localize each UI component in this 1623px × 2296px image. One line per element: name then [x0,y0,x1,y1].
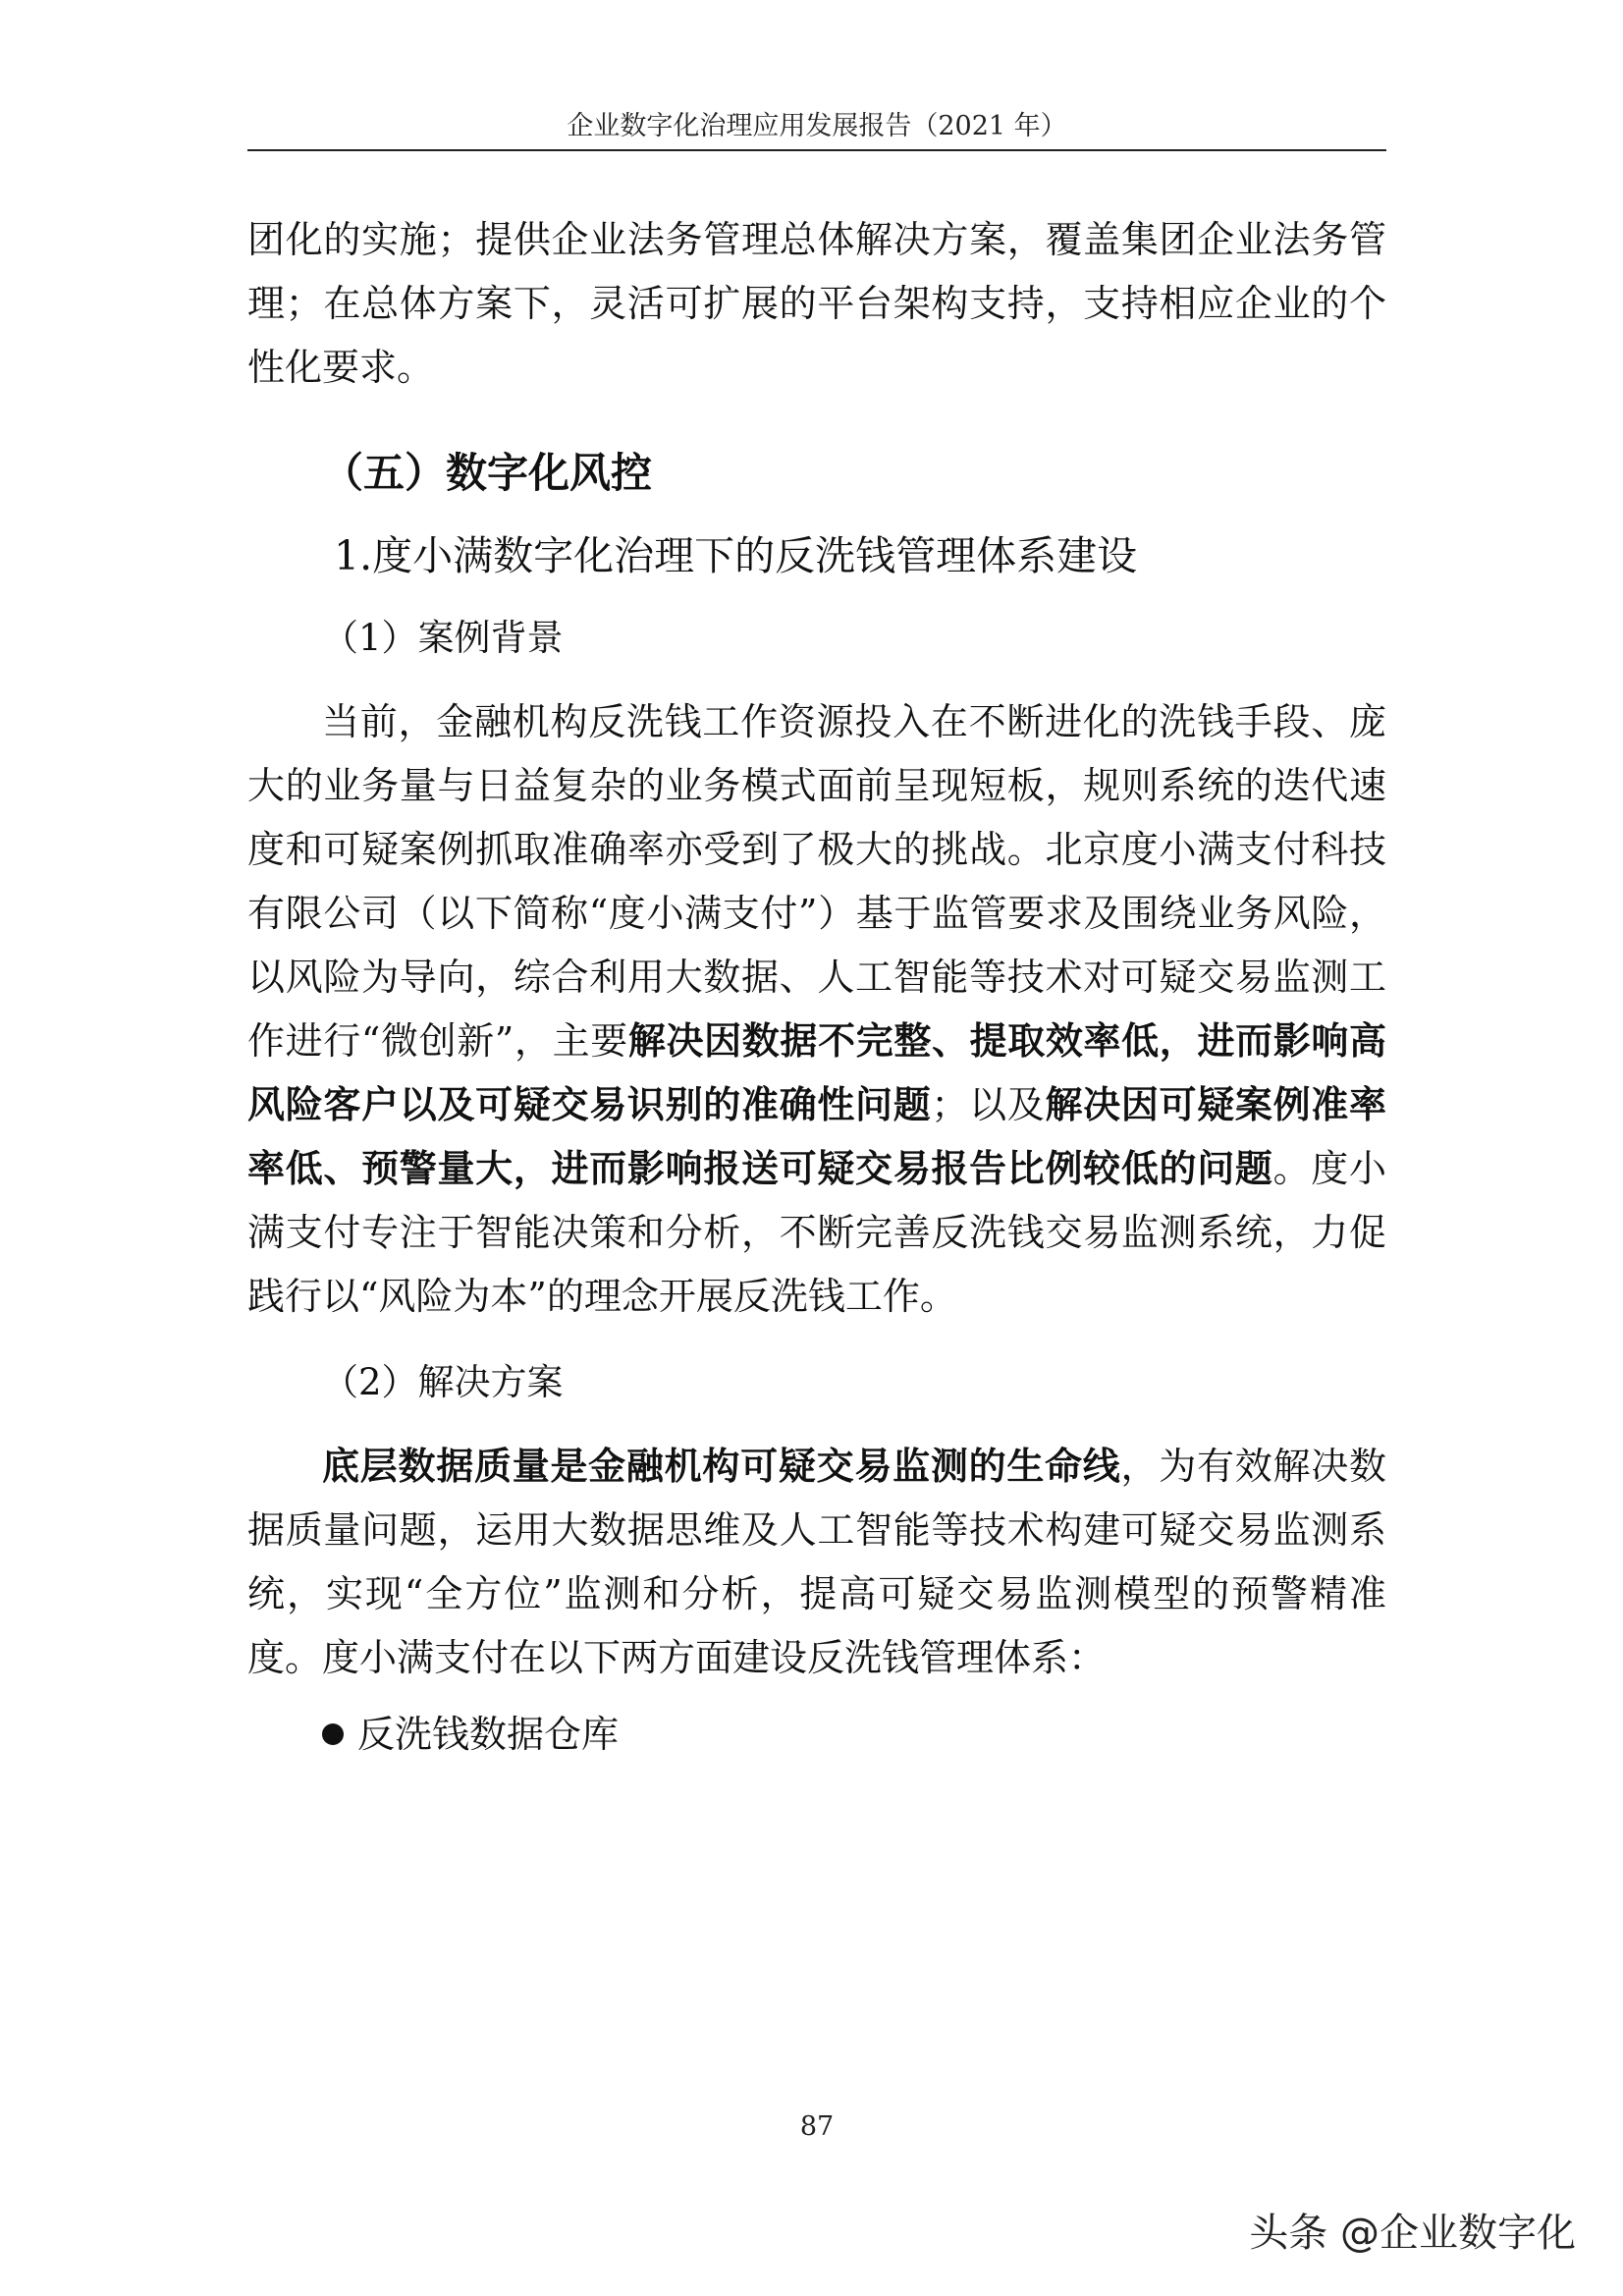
background-emphasis-2: 解决因可疑案例准率率低、预警量大，进而影响报送可疑交易报告比例较低的问题 [247,1083,1386,1190]
solution-paragraph [247,1435,1386,1690]
solution-heading: （2）解决方案 [322,1361,564,1403]
background-text-2: ；以及 [931,1083,1046,1126]
intro-paragraph: 团化的实施；提供企业法务管理总体解决方案，覆盖集团企业法务管理；在总体方案下，灵活可扩展的平台架构支持，支持相应企业的个性化要求。 [247,218,1386,389]
solution-emphasis: 底层数据质量是金融机构可疑交易监测的生命线 [322,1445,1121,1488]
page-body [247,208,1386,1767]
background-text-1: 当前，金融机构反洗钱工作资源投入在不断进化的洗钱手段、庞大的业务量与日益复杂的业务模式面前呈现短板，规则系统的迭代速度和可疑案例抓取准确率亦受到了极大的挑战。北京度小满支付科技有限公司（以下简称“度小满支付”）基于监管要求及围绕业务风险，以风险为导向，综合利用大数据、人工智能等技术对可疑交易监测工作进行“微创新”，主要 [247,700,1386,1063]
page-number: 87 [799,2111,835,2142]
header-divider [247,149,1386,151]
bullet-dot-icon [322,1723,344,1745]
background-emphasis-1: 解决因数据不完整、提取效率低，进而影响高风险客户以及可疑交易识别的准确性问题 [247,1019,1386,1126]
solution-text: ，为有效解决数据质量问题，运用大数据思维及人工智能等技术构建可疑交易监测系统，实现“全方位”监测和分析，提高可疑交易监测模型的预警精准度。度小满支付在以下两方面建设反洗钱管理体系： [247,1445,1386,1679]
bullet-item-label: 反洗钱数据仓库 [357,1713,620,1756]
subsection-heading: 1.度小满数字化治理下的反洗钱管理体系建设 [334,532,1138,579]
watermark: 头条 @企业数字化 [1249,2211,1576,2256]
bullet-item [322,1702,1386,1767]
section-heading: （五）数字化风控 [322,449,653,497]
case-background-heading: （1）案例背景 [322,617,564,659]
background-text-3: 。度小满支付专注于智能决策和分析，不断完善反洗钱交易监测系统，力促践行以“风险为本”的理念开展反洗钱工作。 [247,1147,1386,1318]
page-header: 企业数字化治理应用发展报告（2021 年） [567,111,1067,141]
background-paragraph [247,690,1386,1329]
